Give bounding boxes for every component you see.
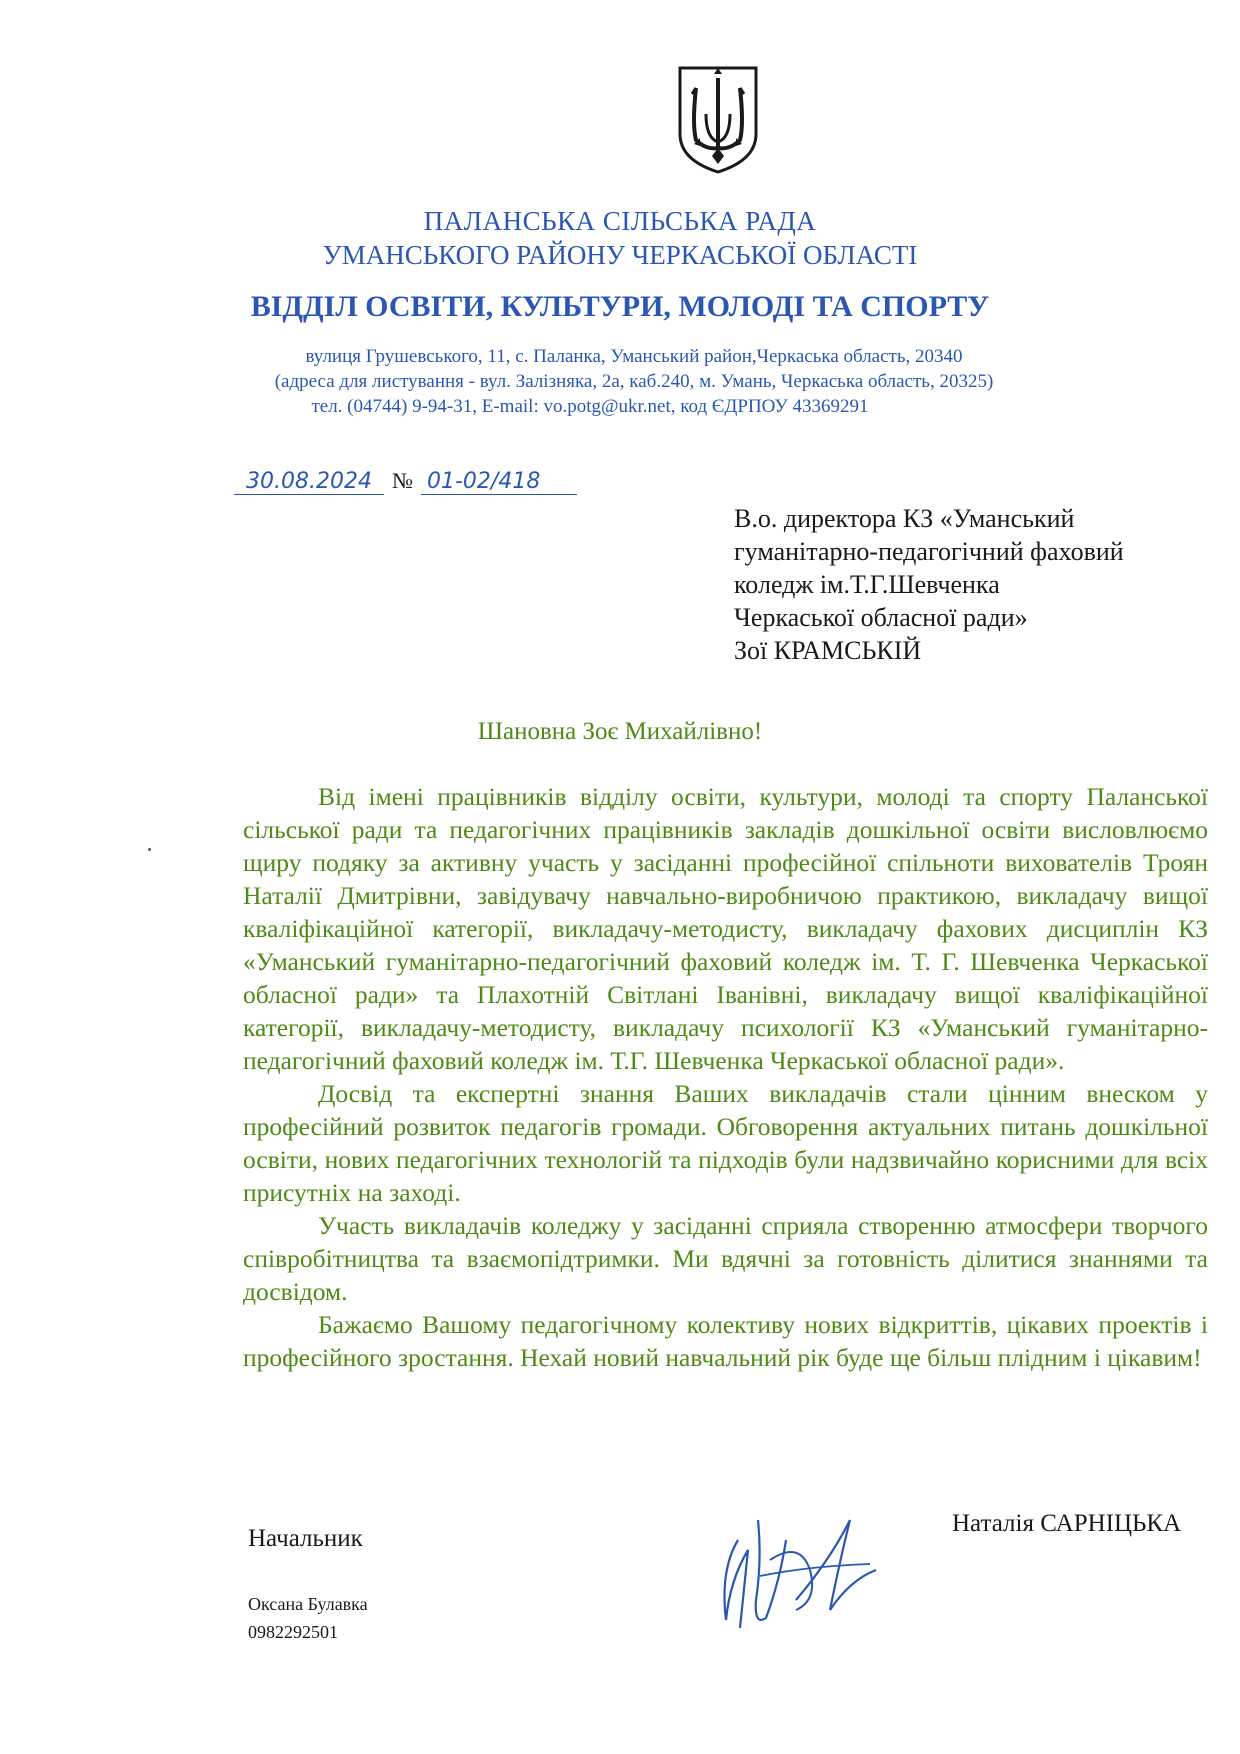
signer-position: Начальник (248, 1525, 363, 1552)
contacts-line: тел. (04744) 9-94-31, E-mail: vo.potg@ukr.net, код ЄДРПОУ 43369291 (311, 396, 869, 417)
body-paragraph: Бажаємо Вашому педагогічному колективу нових відкриттів, цікавих проектів і професійного зростання. Нехай новий навчальний рік буде ще більш плідним і цікавим! (243, 1310, 1208, 1372)
scan-speck (148, 848, 151, 851)
address-line: вулиця Грушевського, 11, с. Паланка, Уманський район,Черкаська область, 20340 (305, 346, 963, 367)
recipient-line: коледж ім.Т.Г.Шевченка (734, 570, 1000, 599)
organization-region: УМАНСЬКОГО РАЙОНУ ЧЕРКАСЬКОЇ ОБЛАСТІ (322, 240, 918, 270)
number-sign: № (392, 468, 413, 493)
body-paragraph: Від імені працівників відділу освіти, культури, молоді та спорту Паланської сільської ради та педагогічних працівників закладів дошкільної освіти висловлюємо щиру подяку за активну участь у засіданні професійної спільноти вихователів Троян Наталії Дмитрівни, завідувачу навчально-виробничою практикою, викладачу вищої кваліфікаційної категорії, викладачу-методисту, викладачу фахових дисциплін КЗ «Уманський гуманітарно-педагогічний фаховий коледж ім. Т. Г. Шевченка Черкаської обласної ради» та Плахотній Світлані Іванівні, викладачу вищої кваліфікаційної категорії, викладачу-методисту, викладачу психології КЗ «Уманський гуманітарно-педагогічний фаховий коледж ім. Т.Г. Шевченка Черкаської обласної ради». (243, 782, 1208, 1075)
body-paragraph: Досвід та експертні знання Ваших викладачів стали цінним внеском у професійний розвиток педагогів громади. Обговорення актуальних питань дошкільної освіти, нових педагогічних технологій та підходів були надзвичайно корисними для всіх присутніх на заході. (243, 1079, 1208, 1207)
registration-number: 01-02/418 (421, 469, 577, 495)
recipient-block (734, 502, 1214, 667)
handwritten-signature-icon (700, 1500, 900, 1640)
executor-phone: 0982292501 (248, 1622, 338, 1642)
recipient-line: Зої КРАМСЬКІЙ (734, 636, 922, 665)
registration-line (234, 468, 577, 502)
executor-block (248, 1590, 368, 1646)
registration-date: 30.08.2024 (234, 469, 384, 495)
department-name: ВІДДІЛ ОСВІТИ, КУЛЬТУРИ, МОЛОДІ ТА СПОРТУ (250, 290, 990, 323)
trident-emblem-icon (676, 64, 760, 176)
greeting: Шановна Зоє Михайлівно! (477, 718, 763, 745)
signer-name: Наталія САРНІЦЬКА (952, 1510, 1182, 1537)
body-paragraph: Участь викладачів коледжу у засіданні сприяла створенню атмосфери творчого співробітництва та взаємопідтримки. Ми вдячні за готовність ділитися знаннями та досвідом. (243, 1211, 1208, 1306)
mailing-address-line: (адреса для листування - вул. Залізняка, 2а, каб.240, м. Умань, Черкаська область, 20325) (274, 371, 994, 392)
executor-name: Оксана Булавка (248, 1594, 368, 1614)
recipient-line: Черкаської обласної ради» (734, 603, 1028, 632)
letter-body (243, 780, 1208, 1374)
recipient-line: гуманітарно-педагогічний фаховий (734, 537, 1124, 566)
recipient-line: В.о. директора КЗ «Уманський (734, 504, 1075, 533)
organization-name: ПАЛАНСЬКА СІЛЬСЬКА РАДА (423, 206, 817, 236)
